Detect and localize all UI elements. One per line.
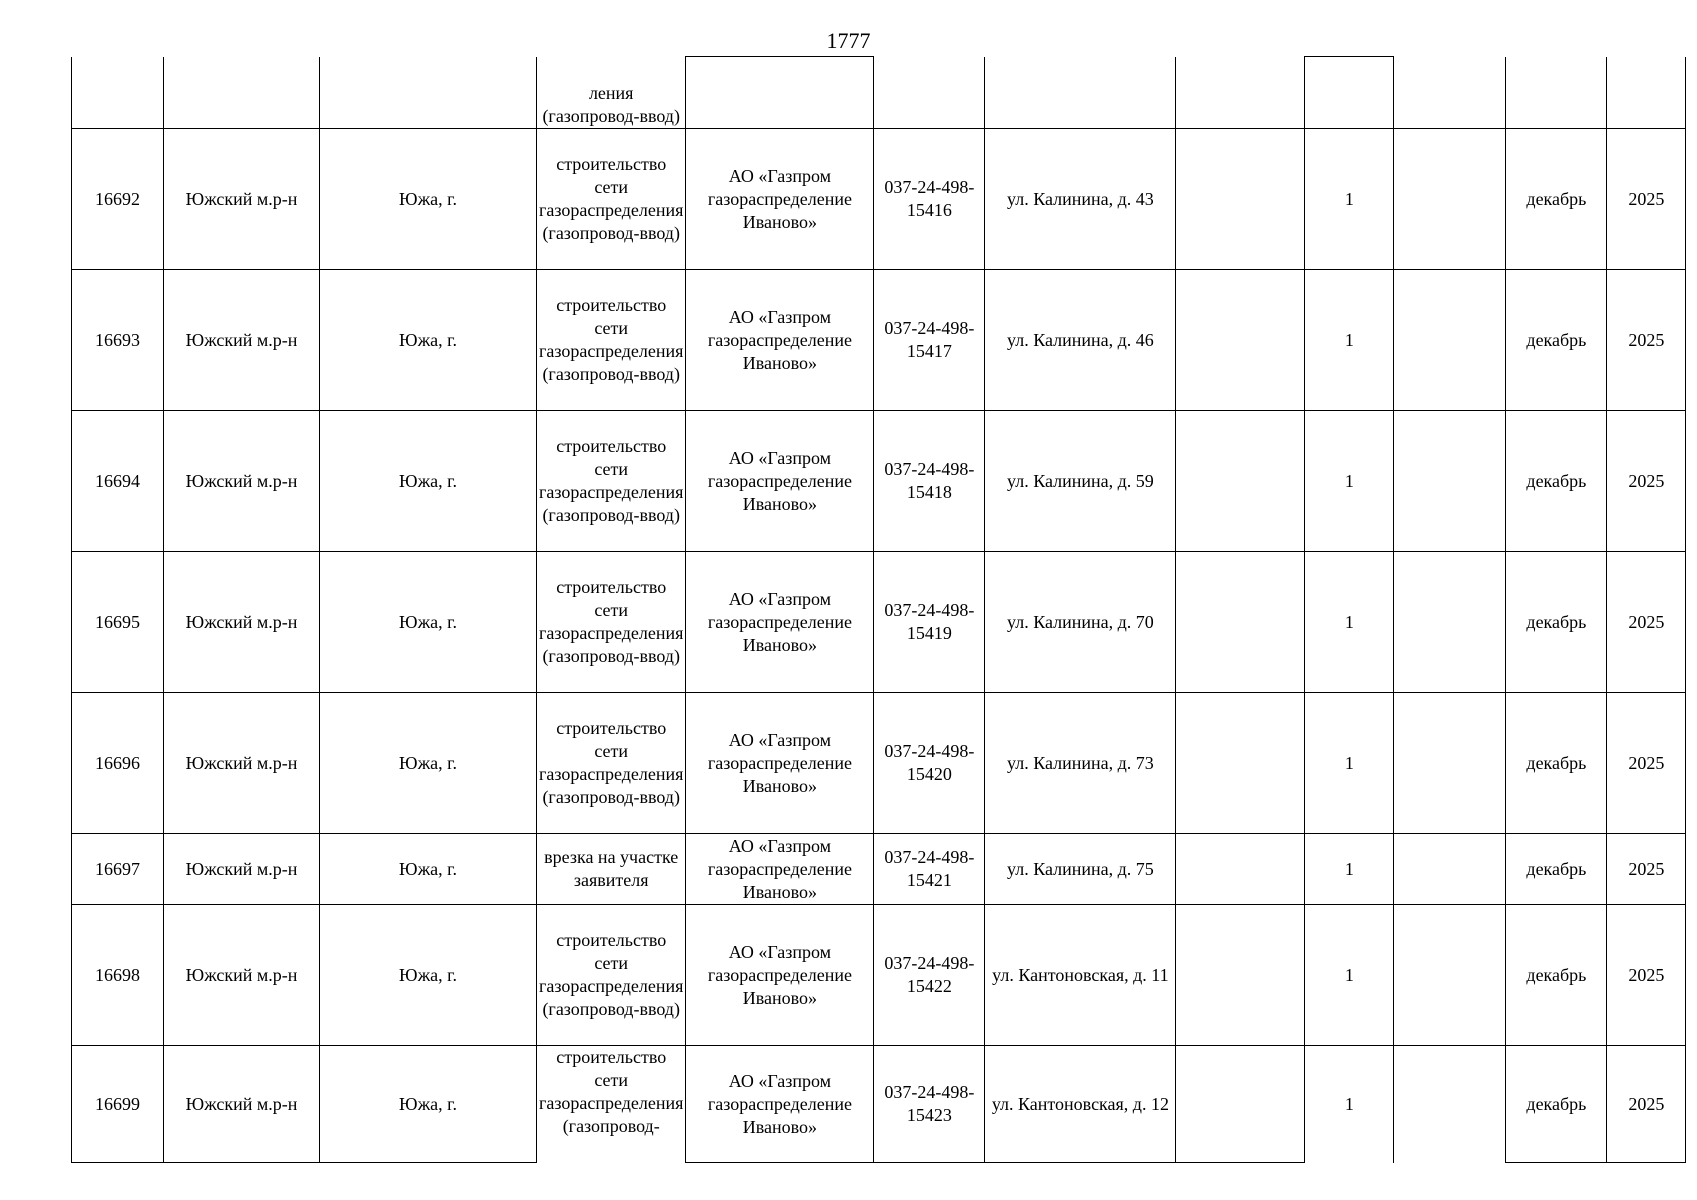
cell-empty <box>1394 693 1506 834</box>
cell-number: 16698 <box>72 905 164 1046</box>
cell-empty <box>1394 552 1506 693</box>
cell-empty <box>1176 1046 1305 1163</box>
cell-address: ул. Калинина, д. 59 <box>985 411 1176 552</box>
cell-district: Южский м.р-н <box>164 834 320 905</box>
cell-quantity: 1 <box>1305 834 1394 905</box>
cell-code: 037-24-498-15422 <box>874 905 985 1046</box>
cell-number: 16699 <box>72 1046 164 1163</box>
cell-quantity: 1 <box>1305 693 1394 834</box>
cell-empty <box>1394 411 1506 552</box>
cell-empty <box>1394 270 1506 411</box>
cell-empty <box>1176 905 1305 1046</box>
cell-year: 2025 <box>1607 411 1686 552</box>
cell-address: ул. Кантоновская, д. 12 <box>985 1046 1176 1163</box>
cell-year: 2025 <box>1607 552 1686 693</box>
table-row <box>72 834 1686 905</box>
cell-number: 16695 <box>72 552 164 693</box>
cell-work-type: ления (газопровод-ввод) <box>537 57 686 129</box>
cell-organization: АО «Газпром газораспределение Иваново» <box>686 693 874 834</box>
cell-work-type: строительство сети газораспределения (газопровод-ввод) <box>537 411 686 552</box>
cell-month: декабрь <box>1506 834 1607 905</box>
cell-work-type: врезка на участке заявителя <box>537 834 686 905</box>
cell-address: ул. Калинина, д. 73 <box>985 693 1176 834</box>
cell-district: Южский м.р-н <box>164 693 320 834</box>
cell-work-type: строительство сети газораспределения (газопровод-ввод) <box>537 693 686 834</box>
cell-organization: АО «Газпром газораспределение Иваново» <box>686 270 874 411</box>
cell-year: 2025 <box>1607 129 1686 270</box>
cell-empty <box>1176 270 1305 411</box>
cell-month: декабрь <box>1506 552 1607 693</box>
cell-number: 16696 <box>72 693 164 834</box>
cell-work-type: строительство сети газораспределения (газопровод-ввод) <box>537 129 686 270</box>
cell-code: 037-24-498-15423 <box>874 1046 985 1163</box>
cell-code: 037-24-498-15417 <box>874 270 985 411</box>
table-row <box>72 693 1686 834</box>
cell-organization: АО «Газпром газораспределение Иваново» <box>686 552 874 693</box>
cell-quantity: 1 <box>1305 270 1394 411</box>
cell-month: декабрь <box>1506 270 1607 411</box>
table-row <box>72 411 1686 552</box>
cell-number: 16697 <box>72 834 164 905</box>
cell-address: ул. Калинина, д. 46 <box>985 270 1176 411</box>
cell-address: ул. Калинина, д. 70 <box>985 552 1176 693</box>
table-row <box>72 552 1686 693</box>
cell-locality: Южа, г. <box>320 905 537 1046</box>
table-row <box>72 270 1686 411</box>
table-row <box>72 129 1686 270</box>
cell-code: 037-24-498-15421 <box>874 834 985 905</box>
cell-address: ул. Кантоновская, д. 11 <box>985 905 1176 1046</box>
cell-empty <box>1176 411 1305 552</box>
cell-district: Южский м.р-н <box>164 552 320 693</box>
cell-code: 037-24-498-15419 <box>874 552 985 693</box>
cell-organization: АО «Газпром газораспределение Иваново» <box>686 834 874 905</box>
cell-address: ул. Калинина, д. 43 <box>985 129 1176 270</box>
cell-year: 2025 <box>1607 834 1686 905</box>
cell-code: 037-24-498-15418 <box>874 411 985 552</box>
cell-locality: Южа, г. <box>320 834 537 905</box>
cell-quantity: 1 <box>1305 411 1394 552</box>
cell-year: 2025 <box>1607 693 1686 834</box>
cell-district: Южский м.р-н <box>164 905 320 1046</box>
cell-year: 2025 <box>1607 1046 1686 1163</box>
cell-locality: Южа, г. <box>320 552 537 693</box>
cell-organization: АО «Газпром газораспределение Иваново» <box>686 1046 874 1163</box>
cell-number: 16692 <box>72 129 164 270</box>
cell-locality: Южа, г. <box>320 1046 537 1163</box>
cell-district: Южский м.р-н <box>164 1046 320 1163</box>
cell-locality: Южа, г. <box>320 129 537 270</box>
cell-month: декабрь <box>1506 693 1607 834</box>
cell-empty <box>1176 129 1305 270</box>
cell-quantity: 1 <box>1305 552 1394 693</box>
cell-locality: Южа, г. <box>320 411 537 552</box>
cell-code: 037-24-498-15420 <box>874 693 985 834</box>
cell-organization: АО «Газпром газораспределение Иваново» <box>686 411 874 552</box>
cell-quantity: 1 <box>1305 1046 1394 1163</box>
cell-empty <box>1176 834 1305 905</box>
cell-work-type: строительство сети газораспределения (газопровод-ввод) <box>537 270 686 411</box>
cell-year: 2025 <box>1607 270 1686 411</box>
table-row <box>72 1046 1686 1163</box>
cell-empty <box>1394 834 1506 905</box>
cell-work-type: строительство сети газораспределения (газопровод- <box>537 1046 686 1163</box>
cell-month: декабрь <box>1506 411 1607 552</box>
cell-year: 2025 <box>1607 905 1686 1046</box>
cell-district: Южский м.р-н <box>164 270 320 411</box>
cell-empty <box>1176 693 1305 834</box>
cell-month: декабрь <box>1506 1046 1607 1163</box>
cell-empty <box>1394 1046 1506 1163</box>
registry-table <box>71 56 1686 1163</box>
cell-quantity: 1 <box>1305 905 1394 1046</box>
cell-number: 16694 <box>72 411 164 552</box>
cell-code: 037-24-498-15416 <box>874 129 985 270</box>
cell-organization: АО «Газпром газораспределение Иваново» <box>686 905 874 1046</box>
cell-quantity: 1 <box>1305 129 1394 270</box>
cell-district: Южский м.р-н <box>164 411 320 552</box>
cell-organization: АО «Газпром газораспределение Иваново» <box>686 129 874 270</box>
page-number: 1777 <box>826 28 871 53</box>
cell-number: 16693 <box>72 270 164 411</box>
table-row <box>72 905 1686 1046</box>
cell-empty <box>1394 129 1506 270</box>
cell-empty <box>1176 552 1305 693</box>
cell-month: декабрь <box>1506 129 1607 270</box>
cell-address: ул. Калинина, д. 75 <box>985 834 1176 905</box>
cell-month: декабрь <box>1506 905 1607 1046</box>
cell-district: Южский м.р-н <box>164 129 320 270</box>
cell-locality: Южа, г. <box>320 693 537 834</box>
cell-locality: Южа, г. <box>320 270 537 411</box>
cell-work-type: строительство сети газораспределения (газопровод-ввод) <box>537 905 686 1046</box>
cell-work-type: строительство сети газораспределения (газопровод-ввод) <box>537 552 686 693</box>
cell-empty <box>1394 905 1506 1046</box>
table-row-continued <box>72 57 1686 129</box>
